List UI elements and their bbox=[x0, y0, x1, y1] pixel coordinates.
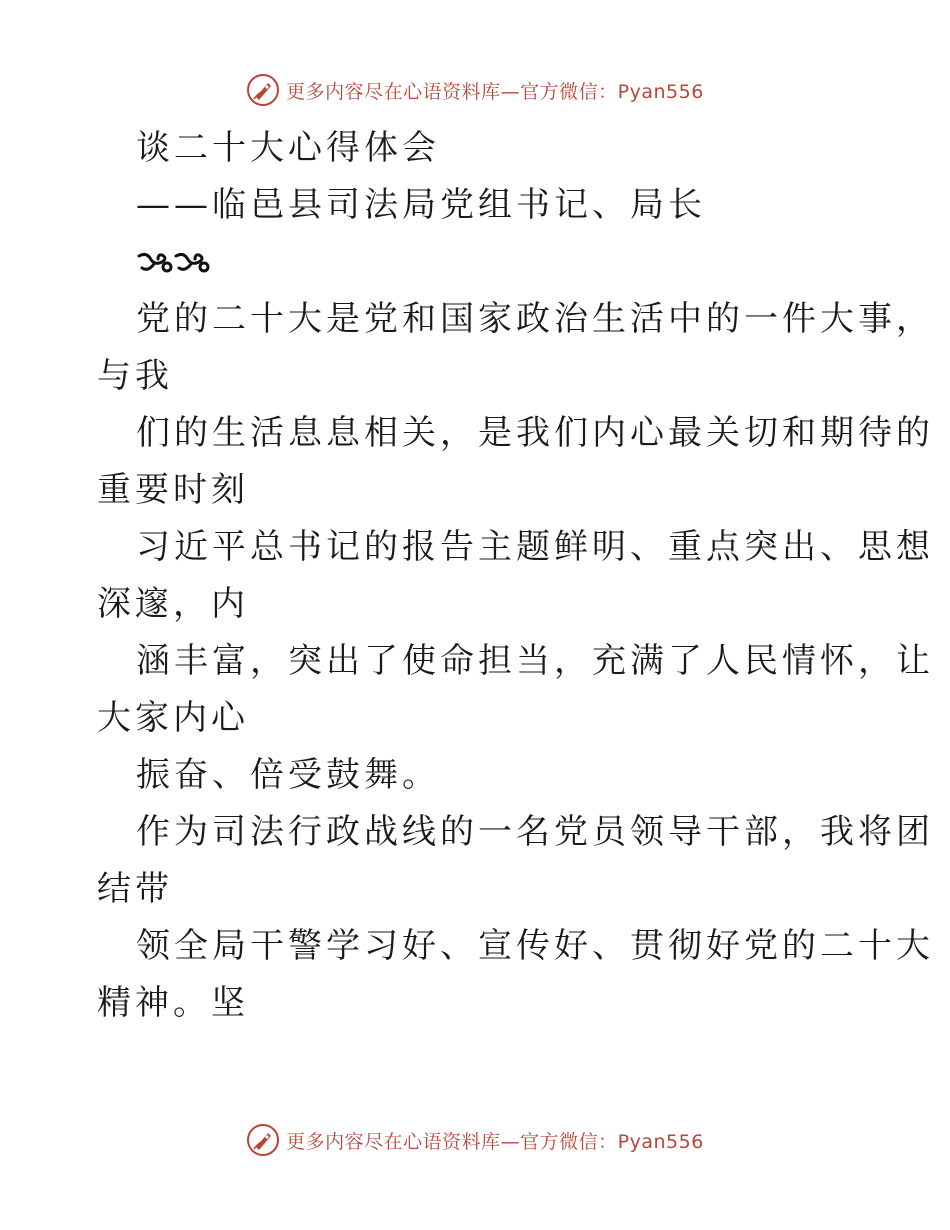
paragraph-line: 结带 bbox=[97, 869, 173, 909]
document-body bbox=[97, 120, 934, 1032]
footer-banner bbox=[0, 1120, 950, 1160]
paragraph-line: 大家内心 bbox=[97, 698, 249, 738]
paragraph-line: 们的生活息息相关，是我们内心最关切和期待的 bbox=[136, 413, 934, 453]
header-banner-text: 更多内容尽在心语资料库—官方微信：Pyan556 bbox=[286, 80, 704, 103]
paragraph-line: 涵丰富，突出了使命担当，充满了人民情怀，让 bbox=[136, 641, 934, 681]
paragraph-line: 精神。坚 bbox=[97, 983, 249, 1023]
footer-banner-text: 更多内容尽在心语资料库—官方微信：Pyan556 bbox=[286, 1130, 704, 1153]
paragraph-line: 领全局干警学习好、宣传好、贯彻好党的二十大 bbox=[136, 926, 934, 966]
paragraph-line: 党的二十大是党和国家政治生活中的一件大事， bbox=[136, 299, 934, 339]
header-banner bbox=[0, 70, 950, 110]
paragraph-line: 重要时刻 bbox=[97, 470, 249, 510]
pen-nib-logo-icon bbox=[246, 1123, 280, 1157]
paragraph-line: 作为司法行政战线的一名党员领导干部，我将团 bbox=[136, 812, 934, 852]
document-title: 谈二十大心得体会 bbox=[136, 128, 440, 168]
pen-nib-logo-icon bbox=[246, 73, 280, 107]
decorative-flourish-icon bbox=[97, 234, 867, 291]
paragraph-line: 振奋、倍受鼓舞。 bbox=[136, 755, 440, 795]
document-subtitle: ——临邑县司法局党组书记、局长 bbox=[136, 185, 706, 225]
paragraph-line: 深邃，内 bbox=[97, 584, 249, 624]
paragraph-line: 习近平总书记的报告主题鲜明、重点突出、思想 bbox=[136, 527, 934, 567]
paragraph-line: 与我 bbox=[97, 356, 173, 396]
